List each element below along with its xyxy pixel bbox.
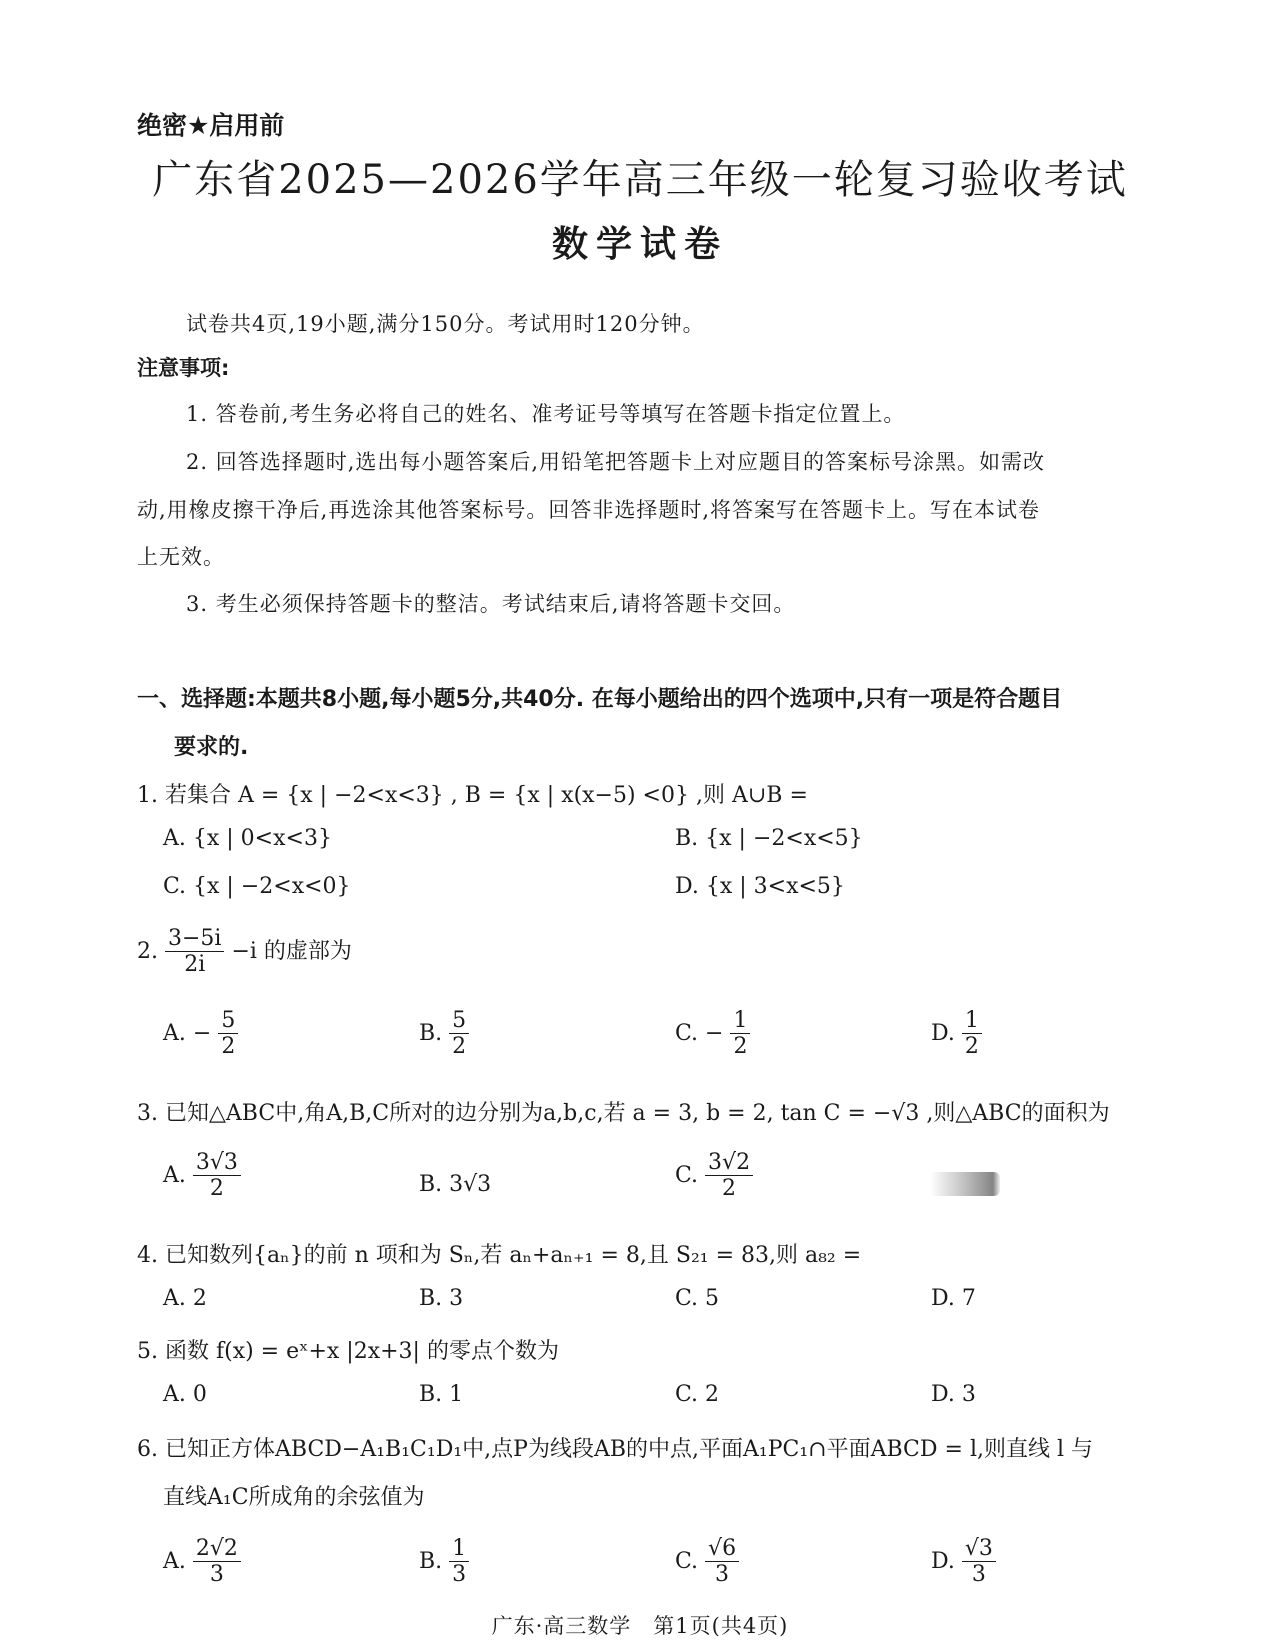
notice-item-3: 3. 考生必须保持答题卡的整洁。考试结束后,请将答题卡交回。 <box>186 592 796 616</box>
question-4-option-b: B. 3 <box>419 1286 464 1311</box>
option-fraction <box>449 1008 469 1060</box>
question-1-option-d: D. {x | 3<x<5} <box>675 874 845 899</box>
question-5-option-c: C. 2 <box>675 1382 720 1407</box>
option-label: D. <box>931 1020 955 1046</box>
question-5-stem: 5. 函数 f(x) = eˣ+x |2x+3| 的零点个数为 <box>137 1339 559 1364</box>
question-2-number: 2. <box>137 938 158 964</box>
notice-heading: 注意事项: <box>137 356 230 380</box>
notice-item-1: 1. 答卷前,考生务必将自己的姓名、准考证号等填写在答题卡指定位置上。 <box>186 402 906 426</box>
question-5-option-a: A. 0 <box>163 1382 207 1407</box>
question-2-option-d <box>931 1008 982 1060</box>
fraction-numerator: 5 <box>449 1008 469 1034</box>
question-6-option-a <box>163 1536 241 1588</box>
option-fraction <box>705 1536 739 1588</box>
page-footer: 广东·高三数学 第1页(共4页) <box>491 1614 789 1638</box>
option-label: A. <box>163 1548 186 1574</box>
fraction-denominator: 2 <box>733 1034 748 1060</box>
confidential-label: 绝密★启用前 <box>137 111 285 140</box>
question-6-stem-line-1: 6. 已知正方体ABCD−A₁B₁C₁D₁中,点P为线段AB的中点,平面A₁PC₁∩平面ABCD = l,则直线 l 与 <box>137 1437 1094 1462</box>
question-3-option-b: B. 3√3 <box>419 1172 492 1197</box>
question-1-option-c: C. {x | −2<x<0} <box>163 874 351 899</box>
fraction-denominator: 2 <box>209 1176 224 1202</box>
fraction-denominator: 3 <box>715 1562 730 1588</box>
section-heading-cont: 要求的. <box>174 735 249 760</box>
question-2-option-a <box>163 1008 238 1060</box>
fraction-numerator: 3√3 <box>193 1150 241 1176</box>
option-label: C. − <box>675 1020 724 1046</box>
notice-item-2-line-1: 2. 回答选择题时,选出每小题答案后,用铅笔把答题卡上对应题目的答案标号涂黑。如需改 <box>186 450 1046 474</box>
question-1-option-b: B. {x | −2<x<5} <box>675 826 863 851</box>
question-2-option-b <box>419 1008 469 1060</box>
question-4-option-c: C. 5 <box>675 1286 720 1311</box>
fraction-denominator: 2 <box>221 1034 236 1060</box>
fraction-denominator: 2 <box>722 1176 737 1202</box>
question-2-option-c <box>675 1008 750 1060</box>
option-fraction <box>218 1008 238 1060</box>
fraction-denominator: 3 <box>452 1562 467 1588</box>
fraction-numerator: 1 <box>449 1536 469 1562</box>
fraction-numerator: 5 <box>218 1008 238 1034</box>
question-2-stem <box>137 926 352 978</box>
question-4-stem: 4. 已知数列{aₙ}的前 n 项和为 Sₙ,若 aₙ+aₙ₊₁ = 8,且 S₂₁ = 83,则 a₈₂ = <box>137 1243 862 1268</box>
option-label: D. <box>931 1548 955 1574</box>
option-label: B. <box>419 1020 443 1046</box>
option-label: A. − <box>163 1020 212 1046</box>
question-2-fraction <box>165 926 224 978</box>
notice-item-2-line-2: 动,用橡皮擦干净后,再选涂其他答案标号。回答非选择题时,将答案写在答题卡上。写在本试卷 <box>137 498 1041 522</box>
option-fraction <box>705 1150 753 1202</box>
option-fraction <box>193 1150 241 1202</box>
option-fraction <box>193 1536 241 1588</box>
fraction-denominator: 2 <box>452 1034 467 1060</box>
question-6-option-c <box>675 1536 739 1588</box>
question-3-stem: 3. 已知△ABC中,角A,B,C所对的边分别为a,b,c,若 a = 3, b = 2, tan C = −√3 ,则△ABC的面积为 <box>137 1101 1110 1126</box>
fraction-denominator: 2 <box>964 1034 979 1060</box>
option-fraction <box>449 1536 469 1588</box>
question-5-option-b: B. 1 <box>419 1382 464 1407</box>
fraction-numerator: √3 <box>962 1536 996 1562</box>
option-fraction <box>962 1008 982 1060</box>
notice-item-2-line-3: 上无效。 <box>137 545 225 569</box>
section-heading: 一、选择题:本题共8小题,每小题5分,共40分. 在每小题给出的四个选项中,只有一项是符合题目 <box>137 687 1063 712</box>
question-1-stem: 1. 若集合 A = {x | −2<x<3} , B = {x | x(x−5) <0} ,则 A∪B = <box>137 783 808 808</box>
option-label: A. <box>163 1162 186 1188</box>
question-2-stem-rest: −i 的虚部为 <box>231 938 352 964</box>
option-fraction <box>962 1536 996 1588</box>
exam-title: 广东省2025—2026学年高三年级一轮复习验收考试 <box>152 157 1128 203</box>
exam-intro: 试卷共4页,19小题,满分150分。考试用时120分钟。 <box>186 312 705 336</box>
fraction-denominator: 3 <box>209 1562 224 1588</box>
question-6-stem-line-2: 直线A₁C所成角的余弦值为 <box>163 1485 425 1510</box>
question-3-option-c <box>675 1150 753 1202</box>
option-fraction <box>730 1008 750 1060</box>
fraction-numerator: 3√2 <box>705 1150 753 1176</box>
option-label: B. <box>419 1548 443 1574</box>
question-1-option-a: A. {x | 0<x<3} <box>163 826 332 851</box>
obscured-option-d <box>930 1172 1000 1196</box>
fraction-numerator: 1 <box>730 1008 750 1034</box>
question-4-option-a: A. 2 <box>163 1286 207 1311</box>
question-6-option-d <box>931 1536 996 1588</box>
fraction-numerator: 2√2 <box>193 1536 241 1562</box>
fraction-numerator: 1 <box>962 1008 982 1034</box>
option-label: C. <box>675 1548 699 1574</box>
question-2-fraction-denominator: 2i <box>184 952 206 978</box>
option-label: C. <box>675 1162 699 1188</box>
question-5-option-d: D. 3 <box>931 1382 976 1407</box>
fraction-numerator: √6 <box>705 1536 739 1562</box>
question-4-option-d: D. 7 <box>931 1286 976 1311</box>
question-2-fraction-numerator: 3−5i <box>165 926 224 952</box>
exam-subtitle: 数学试卷 <box>551 224 728 265</box>
question-6-option-b <box>419 1536 469 1588</box>
question-3-option-a <box>163 1150 241 1202</box>
fraction-denominator: 3 <box>971 1562 986 1588</box>
